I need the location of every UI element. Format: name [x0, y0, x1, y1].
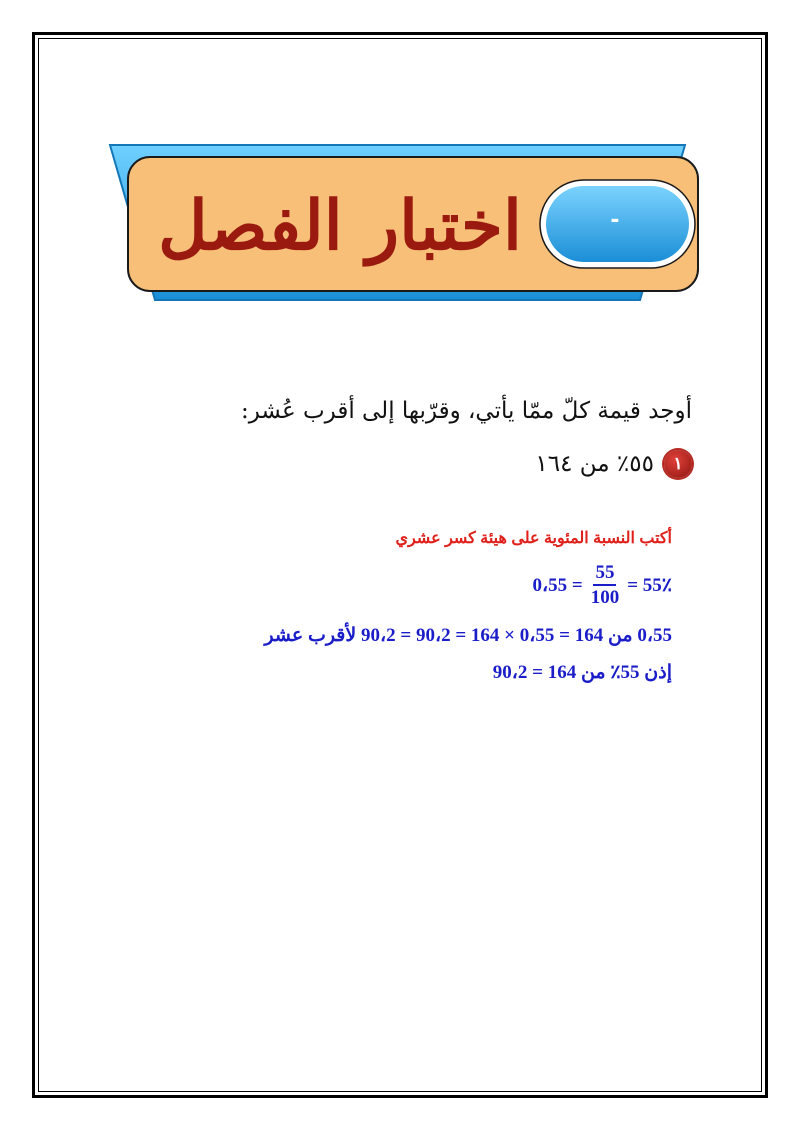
pill-mark: - — [610, 208, 620, 233]
instruction-text: أوجد قيمة كلّ ممّا يأتي، وقرّبها إلى أقرب عُشر: — [240, 398, 692, 424]
equation-1 — [532, 563, 672, 607]
problem-number-badge: ١ — [664, 450, 692, 478]
chapter-title: اختبار الفصل — [158, 186, 522, 266]
equation-2: 0،55 من 164 = 0،55 × 164 = 90،2 = 90،2 لأقرب عشر — [264, 625, 672, 646]
problem-text: ٥٥٪ من ١٦٤ — [535, 451, 654, 477]
equation-3: إذن 55٪ من 164 = 90،2 — [492, 662, 672, 683]
fraction — [591, 563, 620, 607]
solution-hint: أكتب النسبة المئوية على هيئة كسر عشري — [395, 530, 672, 547]
fraction-denominator: 100 — [590, 587, 620, 608]
eq1-right: = 0،55 — [532, 574, 583, 596]
fraction-numerator: 55 — [593, 563, 616, 586]
eq1-left: 55٪ = — [627, 574, 672, 596]
problem-1 — [535, 450, 692, 478]
